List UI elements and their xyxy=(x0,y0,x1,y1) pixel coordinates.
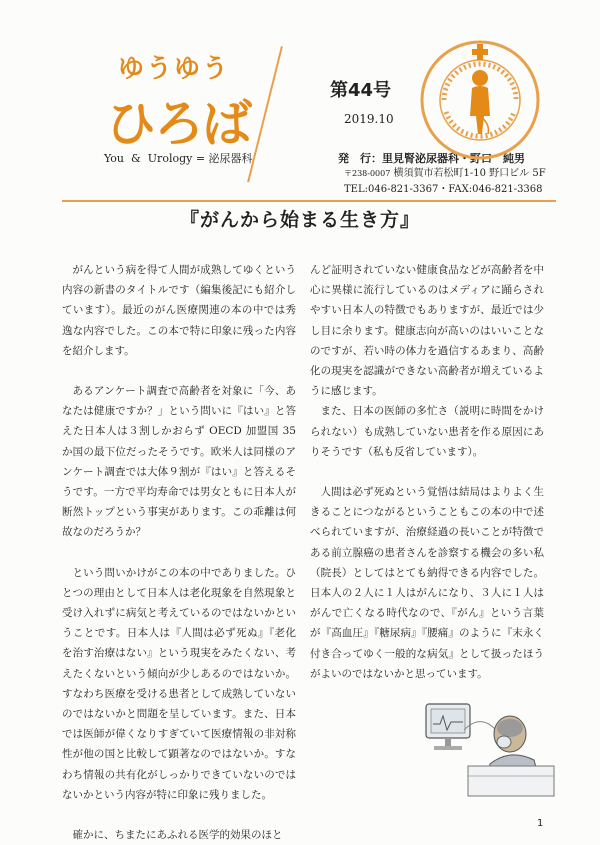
page-number: 1 xyxy=(537,818,544,829)
publisher: 発 行：里見腎泌尿器科・野口 純男 xyxy=(338,152,525,165)
title-rule xyxy=(62,200,556,202)
paragraph: 確かに、ちまたにあふれる医学的効果のほと xyxy=(72,829,283,842)
header-divider xyxy=(247,46,283,182)
paragraph: がんという病を得て人間が成熟してゆくという内容の新書のタイトルです（編集後記にも紹介しています）。最近のがん医療関連の本の中では秀逸な内容でした。この本で特に印象に残った内容を紹介します。 xyxy=(62,264,296,357)
article-column-2 xyxy=(310,260,544,704)
issue-date: 2019.10 xyxy=(344,112,394,126)
clinic-emblem-icon xyxy=(418,38,542,162)
paragraph: あるアンケート調査で高齢者を対象に「今、あなたは健康ですか？」という問いに『はい』と答えた日本人は３割しかおらず OECD 加盟国 35 か国の最下位だったそうです。欧米人は同様のアンケート調査では大体９割が『はい』と答えるそうです。一方で平均寿命では男女ともに日本人が断然トップという事実があります。この乖離は何故なのだろうか？ xyxy=(62,385,296,539)
issue-number: 第44号 xyxy=(330,80,392,101)
paragraph: 人間は必ず死ぬという覚悟は結局はよりよく生きることにつながるということもこの本の中で述べられていますが、治療経過の長いことが特徴である前立腺癌の患者さんを診察する機会の多い私（院長）としてはとても納得できる内容でした。日本人の２人に１人はがんになり、３人に１人はがんで亡くなる時代なので、『がん』という言葉が『高血圧』『糖尿病』『腰痛』のように『末永く付き合ってゆく一般的な病気』として扱ったほうがよいのではないかと思っています。 xyxy=(310,486,544,680)
logo-yuyu: ゆうゆう xyxy=(118,54,231,84)
article-title: 『がんから始まる生き方』 xyxy=(179,209,420,231)
logo-hiroba: ひろば xyxy=(106,95,250,153)
street-address: 横須賀市若松町1-10 野口ビル 5F xyxy=(393,168,546,179)
paragraph: という問いかけがこの本の中でありました。ひとつの理由として日本人は老化現象を自然現象と受け入れずに病気と考えているのではないかということです。日本人は『人間は必ず死ぬ』『老化を治す治療はない』という現実をみたくない、考えたくないという傾向が少しあるのではないか。すなわち医療を受ける患者として成熟していないのではないかと問題を呈しています。また、日本では医師が偉くなりすぎていて医療情報の非対称性が他の国と比較して顕著なのではないか。すなわち情報の共有化がしっかりできていないのではないかという内容が特に印象に残りました。 xyxy=(62,566,296,801)
address xyxy=(344,164,546,179)
paragraph: また、日本の医師の多忙さ（説明に時間をかけられない）も成熟していない患者を作る原因にありそうです（私も反省しています）。 xyxy=(310,405,544,458)
article-column-1 xyxy=(62,260,296,845)
patient-illustration-icon xyxy=(424,700,556,800)
postal-code: 〒238-0007 xyxy=(344,169,391,178)
tagline: You & Urology = 泌尿器科 xyxy=(104,152,253,165)
paragraph: んど証明されていない健康食品などが高齢者を中心に異様に流行しているのはメディアに踊らされやすい日本人の特徴でもありますが、最近では少し目に余ります。健康志向が高いのはいいことなのですが、若い時の体力を過信するあまり、高齢化の現実を認識ができない高齢者が増えているように感じます。 xyxy=(310,264,544,398)
tel-fax: TEL:046-821-3367・FAX:046-821-3368 xyxy=(344,184,543,195)
